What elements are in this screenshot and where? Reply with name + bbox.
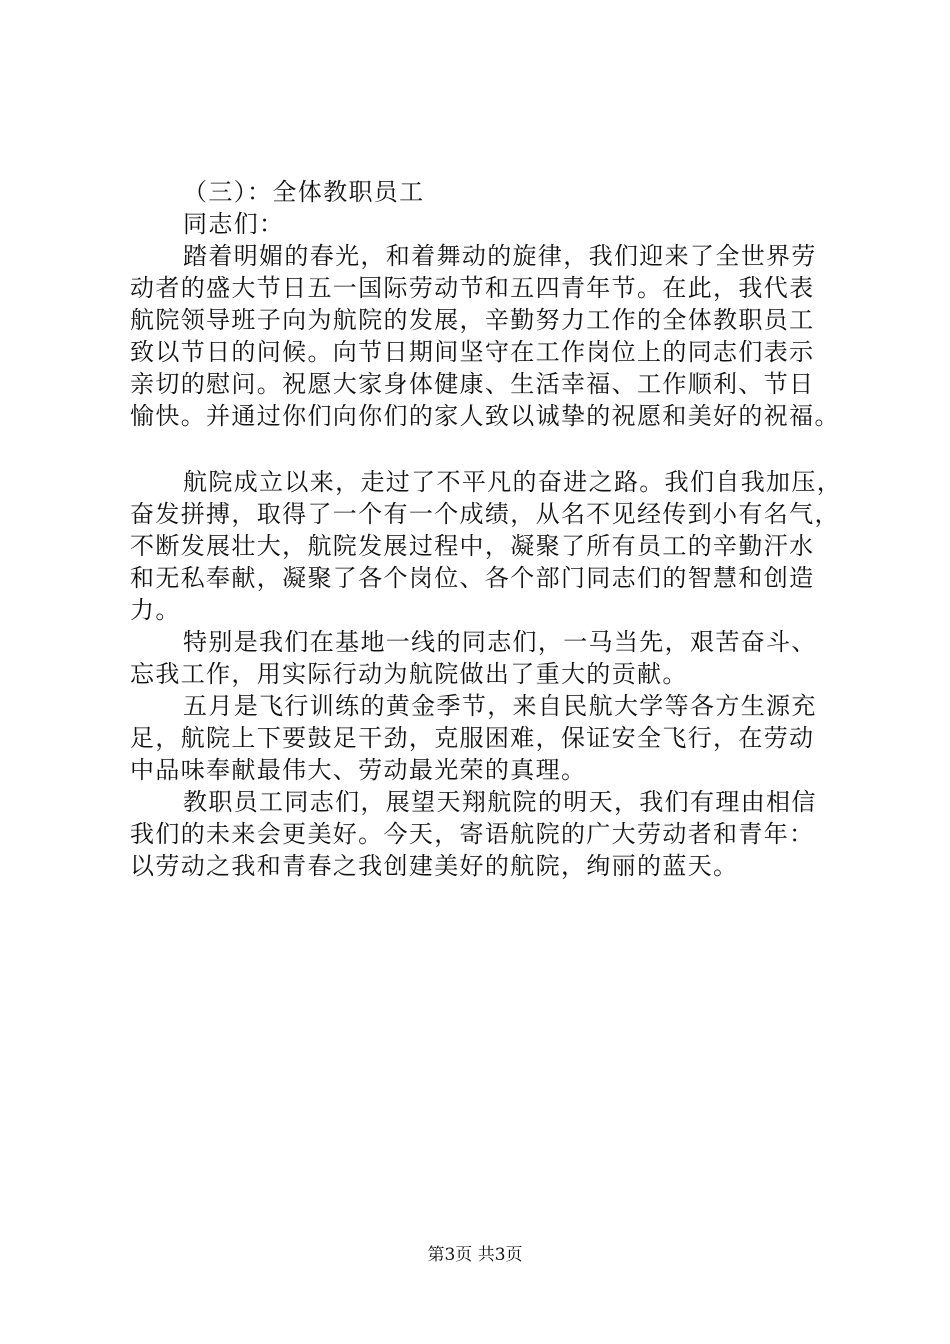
paragraph-line: 我们的未来会更美好。今天，寄语航院的广大劳动者和青年： [130, 820, 815, 848]
paragraph-closing [130, 786, 830, 882]
paragraph-line: 致以节日的问候。向节日期间坚守在工作岗位上的同志们表示 [130, 338, 815, 366]
section-heading: （三）：全体教职员工 [183, 178, 425, 206]
paragraph-line: 愉快。并通过你们向你们的家人致以诚挚的祝愿和美好的祝福。 [130, 402, 840, 430]
document-body [130, 176, 843, 882]
paragraph-line: 奋发拼搏，取得了一个有一个成绩，从名不见经传到小有名气， [130, 500, 840, 528]
paragraph-spacer [130, 432, 830, 466]
salutation: 同志们： [183, 210, 285, 238]
page-number-footer: 第3页 共3页 [427, 1245, 523, 1265]
paragraph-line: 不断发展壮大，航院发展过程中，凝聚了所有员工的辛勤汗水 [130, 532, 815, 560]
paragraph-line: 中品味奉献最伟大、劳动最光荣的真理。 [130, 756, 587, 784]
paragraph-line: 航院成立以来，走过了不平凡的奋进之路。我们自我加压， [183, 468, 843, 496]
paragraph-line: 教职员工同志们，展望天翔航院的明天，我们有理由相信 [183, 788, 817, 816]
paragraph-line: 足，航院上下要鼓足干劲，克服困难，保证安全飞行，在劳动 [130, 724, 815, 752]
paragraph-line: 和无私奉献，凝聚了各个岗位、各个部门同志们的智慧和创造 [130, 564, 815, 592]
paragraph-line: 特别是我们在基地一线的同志们，一马当先，艰苦奋斗、 [183, 628, 817, 656]
paragraph-history [130, 466, 843, 626]
paragraph-line: 五月是飞行训练的黄金季节，来自民航大学等各方生源充 [183, 692, 817, 720]
paragraph-line: 以劳动之我和青春之我创建美好的航院，绚丽的蓝天。 [130, 852, 739, 880]
paragraph-line: 力。 [130, 596, 181, 624]
paragraph-greeting [130, 240, 840, 432]
paragraph-line: 航院领导班子向为航院的发展，辛勤努力工作的全体教职员工 [130, 306, 815, 334]
paragraph-line: 亲切的慰问。祝愿大家身体健康、生活幸福、工作顺利、节日 [130, 370, 815, 398]
paragraph-line: 踏着明媚的春光，和着舞动的旋律，我们迎来了全世界劳 [183, 242, 817, 270]
paragraph-line: 忘我工作，用实际行动为航院做出了重大的贡献。 [130, 660, 688, 688]
paragraph-frontline [130, 626, 830, 690]
paragraph-training [130, 690, 830, 786]
paragraph-line: 动者的盛大节日五一国际劳动节和五四青年节。在此，我代表 [130, 274, 815, 302]
